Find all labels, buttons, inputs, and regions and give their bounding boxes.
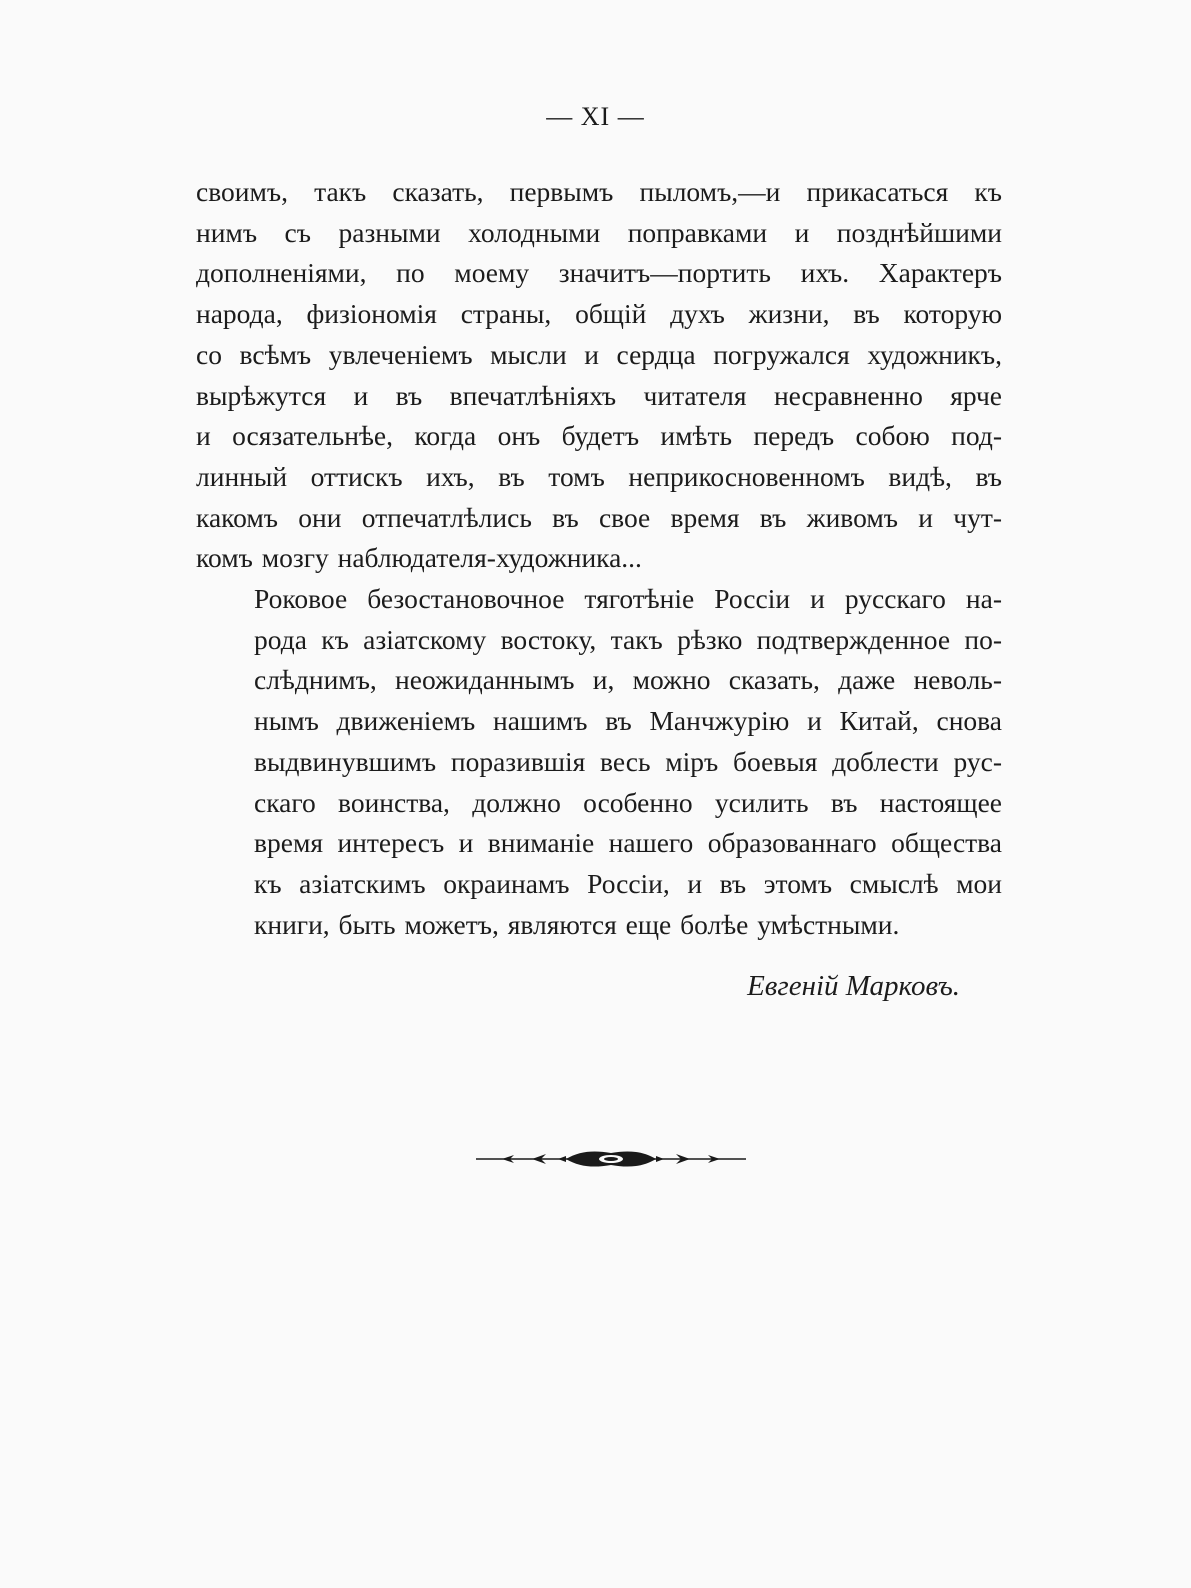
text-line: слѣднимъ, неожиданнымъ и, можно сказать, даже неволь- xyxy=(254,664,1002,696)
body-text xyxy=(196,172,1002,945)
text-line: къ азіатскимъ окраинамъ Россіи, и въ этомъ смыслѣ мои xyxy=(254,867,1002,899)
text-line: рода къ азіатскому востоку, такъ рѣзко подтвержденное по- xyxy=(254,623,1002,655)
text-line: нимъ съ разными холодными поправками и позднѣйшими xyxy=(196,216,1002,248)
text-line: дополненіями, по моему значитъ—портить ихъ. Характеръ xyxy=(196,257,1002,289)
ornamental-divider-icon xyxy=(474,1144,748,1174)
text-line: своимъ, такъ сказать, первымъ пыломъ,—и прикасаться къ xyxy=(196,176,1002,207)
text-line: вырѣжутся и въ впечатлѣніяхъ читателя несравненно ярче xyxy=(196,379,1002,411)
author-signature: Евгеній Марковъ. xyxy=(747,970,960,1002)
text-line: книги, быть можетъ, являются еще болѣе умѣстными. xyxy=(254,908,900,940)
text-line: Роковое безостановочное тяготѣніе Россіи и русскаго на- xyxy=(254,583,1002,615)
text-line: со всѣмъ увлеченіемъ мысли и сердца погружался художникъ, xyxy=(196,338,1002,370)
text-line: народа, физіономія страны, общій духъ жизни, въ которую xyxy=(196,298,1002,330)
paragraph-1 xyxy=(196,172,1002,579)
text-line: время интересъ и вниманіе нашего образованнаго общества xyxy=(254,827,1002,859)
paragraph-2 xyxy=(196,579,1002,945)
text-line: выдвинувшимъ поразившія весь міръ боевыя доблести рус- xyxy=(254,745,1002,777)
text-line: какомъ они отпечатлѣлись въ свое время въ живомъ и чут- xyxy=(196,501,1002,533)
text-line: нымъ движеніемъ нашимъ въ Манчжурію и Китай, снова xyxy=(254,705,1002,737)
page-number: — XI — xyxy=(546,102,645,131)
text-line: комъ мозгу наблюдателя-художника... xyxy=(196,542,642,574)
text-line: скаго воинства, должно особенно усилить въ настоящее xyxy=(254,786,1002,818)
text-line: и осязательнѣе, когда онъ будетъ имѣть передъ собою под- xyxy=(196,420,1002,452)
text-line: линный оттискъ ихъ, въ томъ неприкосновенномъ видѣ, въ xyxy=(196,460,1002,492)
